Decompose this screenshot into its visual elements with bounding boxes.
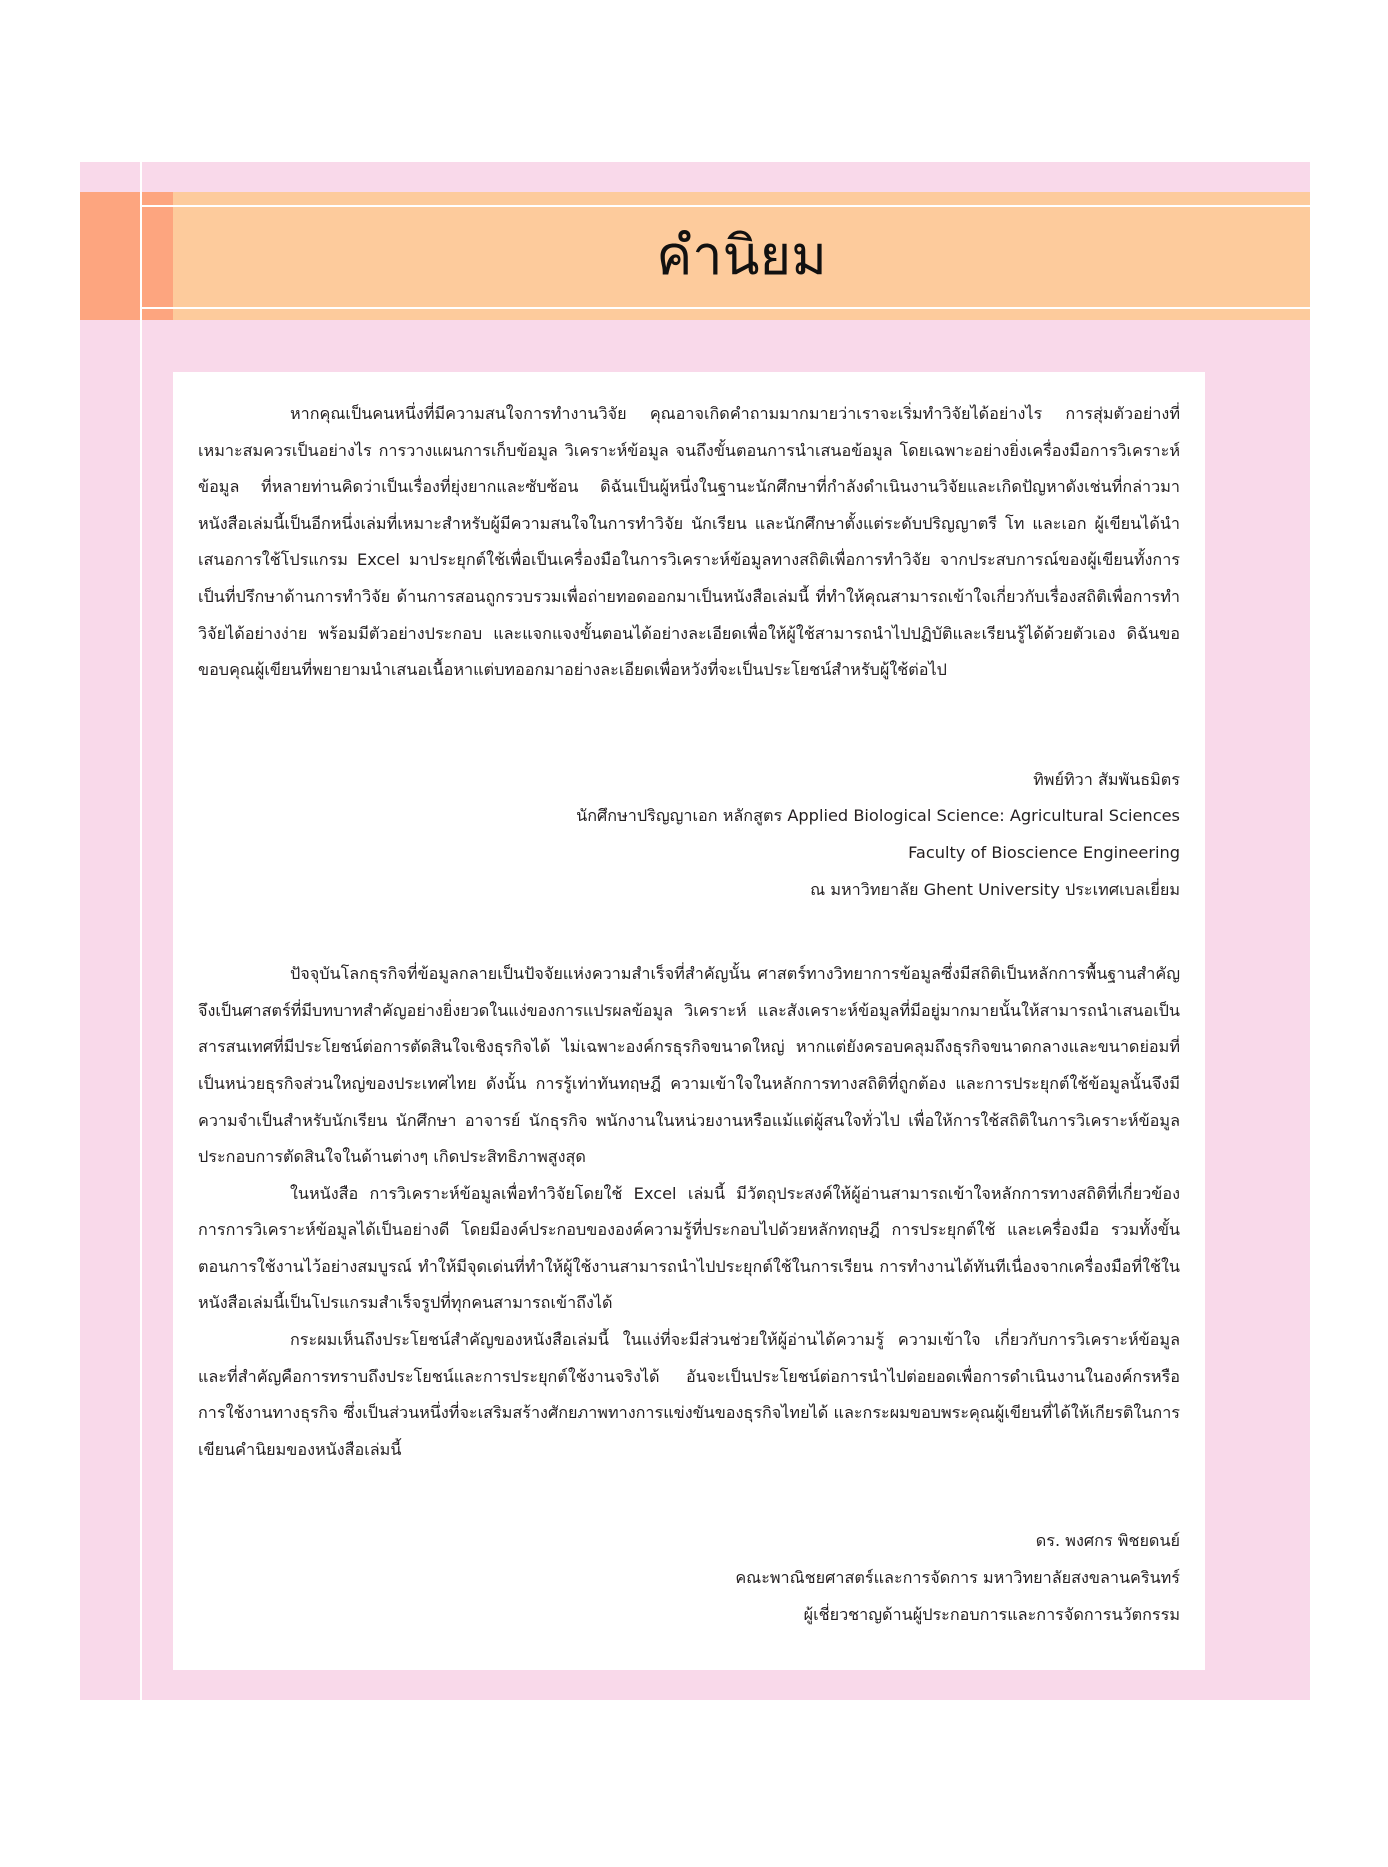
foreword-2-paragraph: กระผมเห็นถึงประโยชน์สำคัญของหนังสือเล่มนี้ ในแง่ที่จะมีส่วนช่วยให้ผู้อ่านได้ความรู้ ความเข้าใจ เกี่ยวกับการวิเคราะห์ข้อมูลและที่สำคัญคือการทราบถึงประโยชน์และการประยุกต์ใช้งานจริงได้ อันจะเป็นประโยชน์ต่อการนำไปต่อยอดเพื่อการดำเนินงานในองค์กรหรือการใช้งานทางธุรกิจ ซึ่งเป็นส่วนหนึ่งที่จะเสริมสร้างศักยภาพทางการแข่งขันของธุรกิจไทยได้ และกระผมขอบพระคุณผู้เขียนที่ได้ให้เกียรติในการเขียนคำนิยมของหนังสือเล่มนี้	[198, 1330, 1180, 1459]
foreword-2-paragraph: ในหนังสือ การวิเคราะห์ข้อมูลเพื่อทำวิจัยโดยใช้ Excel เล่มนี้ มีวัตถุประสงค์ให้ผู้อ่านสามารถเข้าใจหลักการทางสถิติที่เกี่ยวข้องการการวิเคราะห์ข้อมูลได้เป็นอย่างดี โดยมีองค์ประกอบขององค์ความรู้ที่ประกอบไปด้วยหลักทฤษฎี การประยุกต์ใช้ และเครื่องมือ รวมทั้งขั้นตอนการใช้งานไว้อย่างสมบูรณ์ ทำให้มีจุดเด่นที่ทำให้ผู้ใช้งานสามารถนำไปประยุกต์ใช้ในการเรียน การทำงานได้ทันทีเนื่องจากเครื่องมือที่ใช้ในหนังสือเล่มนี้เป็นโปรแกรมสำเร็จรูปที่ทุกคนสามารถเข้าถึงได้	[198, 1183, 1180, 1313]
foreword-1-paragraph: หากคุณเป็นคนหนึ่งที่มีความสนใจการทำงานวิจัย คุณอาจเกิดคำถามมากมายว่าเราจะเริ่มทำวิจัยได้อย่างไร การสุ่มตัวอย่างที่เหมาะสมควรเป็นอย่างไร การวางแผนการเก็บข้อมูล วิเคราะห์ข้อมูล จนถึงขั้นตอนการนำเสนอข้อมูล โดยเฉพาะอย่างยิ่งเครื่องมือการวิเคราะห์ข้อมูล ที่หลายท่านคิดว่าเป็นเรื่องที่ยุ่งยากและซับซ้อน ดิฉันเป็นผู้หนึ่งในฐานะนักศึกษาที่กำลังดำเนินงานวิจัยและเกิดปัญหาดังเช่นที่กล่าวมา หนังสือเล่มนี้เป็นอีกหนึ่งเล่มที่เหมาะสำหรับผู้มีความสนใจในการทำวิจัย นักเรียน และนักศึกษาตั้งแต่ระดับปริญญาตรี โท และเอก ผู้เขียนได้นำเสนอการใช้โปรแกรม Excel มาประยุกต์ใช้เพื่อเป็นเครื่องมือในการวิเคราะห์ข้อมูลทางสถิติเพื่อการทำวิจัย จากประสบการณ์ของผู้เขียนทั้งการเป็นที่ปรึกษาด้านการทำวิจัย ด้านการสอนถูกรวบรวมเพื่อถ่ายทอดออกมาเป็นหนังสือเล่มนี้ ที่ทำให้คุณสามารถเข้าใจเกี่ยวกับเรื่องสถิติเพื่อการทำวิจัยได้อย่างง่าย พร้อมมีตัวอย่างประกอบ และแจกแจงขั้นตอนได้อย่างละเอียดเพื่อให้ผู้ใช้สามารถนำไปปฏิบัติและเรียนรู้ได้ด้วยตัวเอง ดิฉันขอขอบคุณผู้เขียนที่พยายามนำเสนอเนื้อหาแต่บทออกมาอย่างละเอียดเพื่อหวังที่จะเป็นประโยชน์สำหรับผู้ใช้ต่อไป	[198, 404, 1180, 680]
content-box	[173, 372, 1205, 1670]
foreword-2-signature	[198, 1523, 1180, 1633]
signer-name: ทิพย์ทิวา สัมพันธมิตร	[1033, 769, 1180, 789]
page-title: คำนิยม	[656, 224, 827, 287]
frame-line-left	[140, 162, 142, 1700]
signer-name: ดร. พงศกร พิชยดนย์	[1035, 1531, 1180, 1551]
signer-faculty: คณะพาณิชยศาสตร์และการจัดการ มหาวิทยาลัยสงขลานครินทร์	[735, 1568, 1180, 1588]
foreword-2	[198, 956, 1180, 1468]
signer-expertise: ผู้เชี่ยวชาญด้านผู้ประกอบการและการจัดการนวัตกรรม	[803, 1604, 1180, 1624]
title-accent-block	[80, 192, 173, 320]
signer-title: นักศึกษาปริญญาเอก หลักสูตร Applied Biological Science: Agricultural Sciences	[576, 806, 1180, 826]
content-body	[198, 396, 1180, 1633]
foreword-1-signature	[198, 762, 1180, 908]
signer-university: ณ มหาวิทยาลัย Ghent University ประเทศเบลเยี่ยม	[810, 879, 1180, 899]
signer-faculty: Faculty of Bioscience Engineering	[908, 842, 1180, 862]
foreword-2-paragraph: ปัจจุบันโลกธุรกิจที่ข้อมูลกลายเป็นปัจจัยแห่งความสำเร็จที่สำคัญนั้น ศาสตร์ทางวิทยาการข้อมูลซึ่งมีสถิติเป็นหลักการพื้นฐานสำคัญจึงเป็นศาสตร์ที่มีบทบาทสำคัญอย่างยิ่งยวดในแง่ของการแปรผลข้อมูล วิเคราะห์ และสังเคราะห์ข้อมูลที่มีอยู่มากมายนั้นให้สามารถนำเสนอเป็นสารสนเทศที่มีประโยชน์ต่อการตัดสินใจเชิงธุรกิจได้ ไม่เฉพาะองค์กรธุรกิจขนาดใหญ่ หากแต่ยังครอบคลุมถึงธุรกิจขนาดกลางและขนาดย่อมที่เป็นหน่วยธุรกิจส่วนใหญ่ของประเทศไทย ดังนั้น การรู้เท่าทันทฤษฎี ความเข้าใจในหลักการทางสถิติที่ถูกต้อง และการประยุกต์ใช้ข้อมูลนั้นจึงมีความจำเป็นสำหรับนักเรียน นักศึกษา อาจารย์ นักธุรกิจ พนักงานในหน่วยงานหรือแม้แต่ผู้สนใจทั่วไป เพื่อให้การใช้สถิติในการวิเคราะห์ข้อมูลประกอบการตัดสินใจในด้านต่างๆ เกิดประสิทธิภาพสูงสุด	[198, 964, 1180, 1167]
